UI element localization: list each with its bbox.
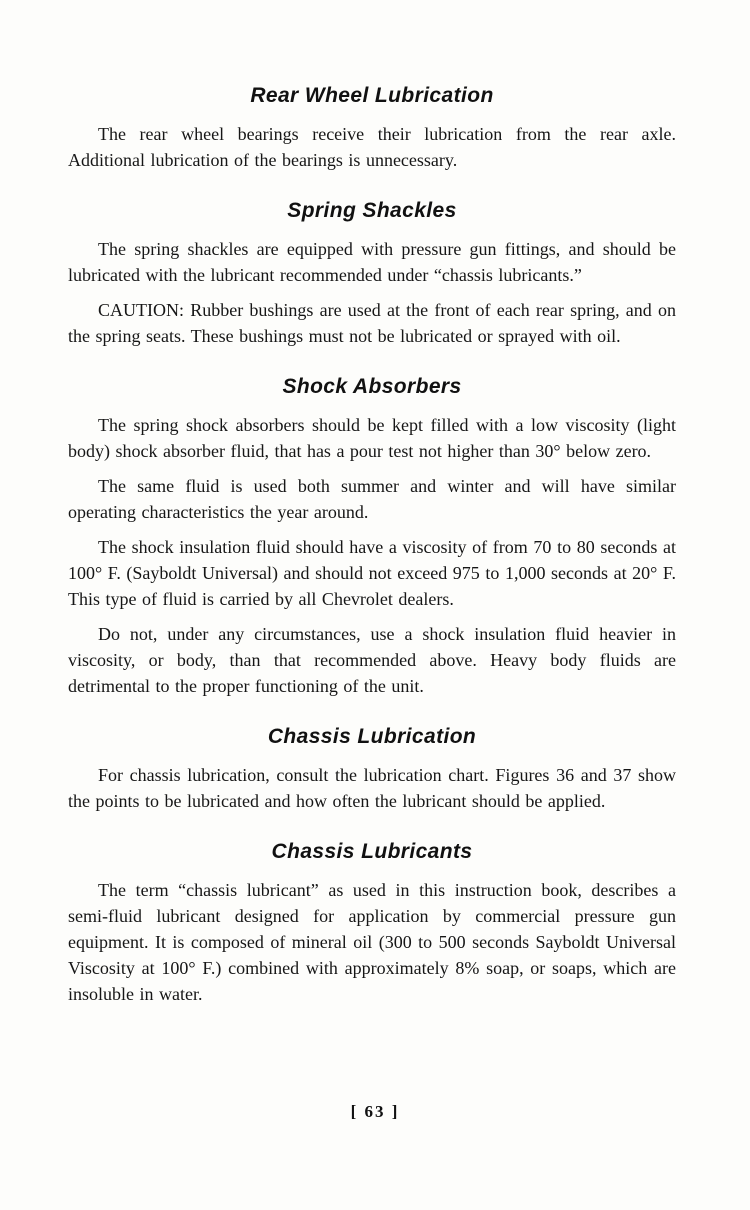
section-heading-chassis-lubricants: Chassis Lubricants: [271, 840, 473, 863]
paragraph: The term “chassis lubricant” as used in this instruction book, describes a semi-fluid lubricant designed for application by commercial pressure gun equipment. It is composed of mineral oil (300 to 500 seconds Sayboldt Universal Viscosity at 100° F.) combined with approximately 8% soap, or soaps, which are insoluble in water.: [68, 880, 676, 1004]
page-number: [ 63 ]: [350, 1102, 400, 1121]
paragraph: The rear wheel bearings receive their lubrication from the rear axle. Additional lubrication of the bearings is unnecessary.: [68, 124, 676, 170]
paragraph: Do not, under any circumstances, use a shock insulation fluid heavier in viscosity, or body, than that recommended above. Heavy body fluids are detrimental to the proper functioning of the unit.: [68, 624, 676, 696]
section-heading-spring-shackles: Spring Shackles: [287, 199, 457, 222]
section-shock-absorbers: [68, 375, 676, 699]
paragraph: The same fluid is used both summer and winter and will have similar operating characteristics the year around.: [68, 476, 676, 522]
page-footer: [0, 1102, 750, 1122]
paragraph: For chassis lubrication, consult the lubrication chart. Figures 36 and 37 show the points to be lubricated and how often the lubricant should be applied.: [68, 765, 676, 811]
section-chassis-lubricants: [68, 840, 676, 1007]
section-heading-shock-absorbers: Shock Absorbers: [282, 375, 462, 398]
paragraph: The spring shackles are equipped with pressure gun fittings, and should be lubricated with the lubricant recommended under “chassis lubricants.”: [68, 239, 676, 285]
section-heading-chassis-lubrication: Chassis Lubrication: [267, 725, 477, 748]
section-heading-rear-wheel-lubrication: Rear Wheel Lubrication: [250, 84, 494, 107]
paragraph: The shock insulation fluid should have a viscosity of from 70 to 80 seconds at 100° F. (Sayboldt Universal) and should not exceed 975 to 1,000 seconds at 20° F. This type of fluid is carried by all Chevrolet dealers.: [68, 537, 676, 609]
paragraph: The spring shock absorbers should be kept filled with a low viscosity (light body) shock absorber fluid, that has a pour test not higher than 30° below zero.: [68, 415, 676, 461]
section-spring-shackles: [68, 199, 676, 349]
section-chassis-lubrication: [68, 725, 676, 814]
section-rear-wheel-lubrication: [68, 84, 676, 173]
paragraph-caution: CAUTION: Rubber bushings are used at the front of each rear spring, and on the spring seats. These bushings must not be lubricated or sprayed with oil.: [68, 300, 676, 346]
